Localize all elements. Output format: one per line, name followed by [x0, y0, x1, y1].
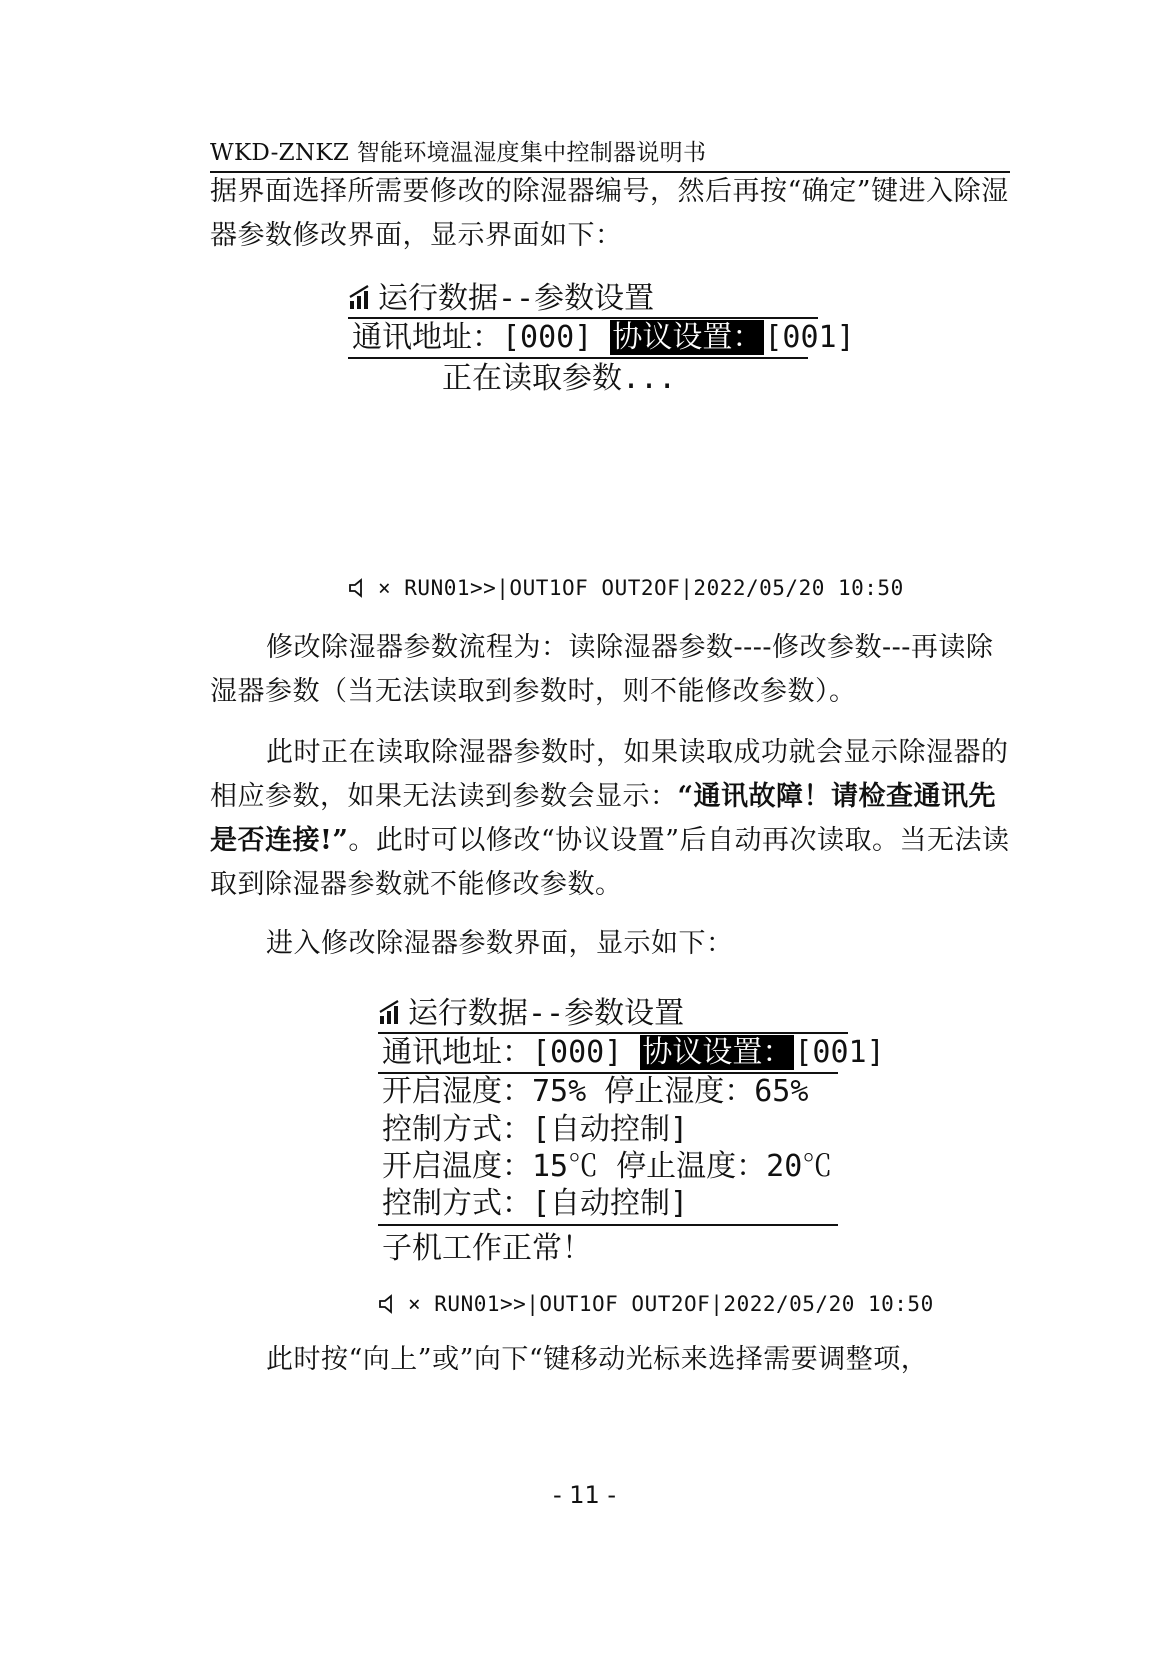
signal-icon: [378, 998, 406, 1026]
humidity-line[interactable]: 开启湿度：75% 停止湿度：65%: [382, 1074, 809, 1109]
temperature-line[interactable]: 开启温度：15℃ 停止温度：20℃: [382, 1149, 833, 1184]
address-value[interactable]: [000]: [502, 320, 593, 355]
lcd-title: 运行数据--参数设置: [378, 281, 655, 316]
paragraph-reading-status: [210, 731, 1010, 907]
error-message-bold: “通讯故障！请检查通讯先是否连接!”: [210, 781, 997, 856]
status-bar-text: × RUN01>>|OUT1OF OUT2OF|2022/05/20 10:50: [378, 576, 904, 600]
status-message: 子机工作正常！: [382, 1231, 592, 1266]
lcd-address-line: [352, 319, 855, 357]
paragraph-navigation: 此时按“向上”或”向下“键移动光标来选择需要调整项，: [266, 1344, 929, 1375]
lcd-status-rule: [378, 1224, 838, 1226]
speaker-icon: [348, 578, 374, 598]
reading-status-text-2: 。此时可以修改“协议设置”后自动再次读取。当无法读取到除湿器参数就不能修改参数。: [210, 825, 1010, 900]
control-mode-line-1[interactable]: 控制方式：[自动控制]: [382, 1112, 689, 1147]
address-label: 通讯地址：: [352, 320, 502, 355]
paragraph-enter-screen: 进入修改除湿器参数界面，显示如下：: [266, 928, 734, 959]
protocol-value[interactable]: [001]: [794, 1035, 885, 1070]
lcd-address-line: [382, 1034, 885, 1072]
lcd-screen-reading: [348, 280, 904, 610]
control-mode-line-2[interactable]: 控制方式：[自动控制]: [382, 1186, 689, 1221]
lcd-status-bar: [378, 1291, 934, 1317]
lcd-reading-message: 正在读取参数...: [442, 361, 677, 396]
paragraph-intro: 据界面选择所需要修改的除湿器编号，然后再按“确定”键进入除湿器参数修改界面，显示界面如下：: [210, 176, 1009, 251]
speaker-icon: [378, 1294, 404, 1314]
status-bar-text: × RUN01>>|OUT1OF OUT2OF|2022/05/20 10:50: [408, 1292, 934, 1316]
lcd-title-line: [378, 995, 684, 1033]
lcd-screen-parameters: [378, 995, 934, 1325]
page-number: - 11 -: [552, 1481, 617, 1509]
protocol-label-highlighted[interactable]: 协议设置：: [612, 320, 763, 355]
lcd-title-line: [348, 280, 654, 318]
address-value[interactable]: [000]: [532, 1035, 623, 1070]
address-label: 通讯地址：: [382, 1035, 532, 1070]
paragraph-process: 修改除湿器参数流程为：读除湿器参数----修改参数---再读除湿器参数（当无法读取到参数时，则不能修改参数）。: [210, 632, 994, 707]
protocol-label-highlighted[interactable]: 协议设置：: [642, 1035, 793, 1070]
protocol-value[interactable]: [001]: [764, 320, 855, 355]
running-header: WKD-ZNKZ 智能环境温湿度集中控制器说明书: [210, 140, 707, 166]
reading-status-text: 此时正在读取除湿器参数时，如果读取成功就会显示除湿器的相应参数，如果无法读到参数会显示：: [210, 737, 1009, 812]
lcd-status-bar: [348, 575, 904, 601]
lcd-title: 运行数据--参数设置: [408, 996, 685, 1031]
lcd-address-rule: [348, 357, 808, 359]
signal-icon: [348, 283, 376, 311]
